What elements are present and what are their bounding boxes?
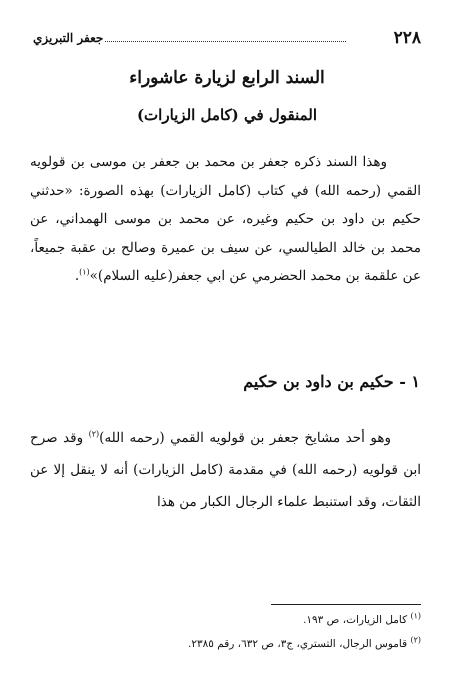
chapter-subtitle: المنقول في (كامل الزيارات) bbox=[136, 106, 318, 124]
page-header bbox=[33, 26, 421, 50]
footnote-marker: (٢) bbox=[410, 635, 421, 645]
footnote-text: قاموس الرجال، التستري، ج٣، ص ٦٣٢، رقم ٢٣٨٥. bbox=[188, 638, 408, 650]
section-paragraph bbox=[30, 422, 421, 518]
chapter-title: السند الرابع لزيارة عاشوراء bbox=[129, 68, 325, 88]
page-number: ٢٢٨ bbox=[393, 28, 421, 48]
footnote-reference: (١) bbox=[79, 267, 90, 277]
footnote-reference: (٢) bbox=[88, 429, 100, 439]
footnote-separator bbox=[271, 604, 421, 605]
section-text-continued: وقد صرح ابن قولويه (رحمه الله) في مقدمة (كامل الزيارات) أنه لا ينقل إلا عن الثقات، وقد استنبط علماء الرجال الكبار من هذا bbox=[30, 430, 421, 510]
paragraph-end: . bbox=[74, 268, 80, 284]
footnote-marker: (١) bbox=[410, 611, 421, 621]
footnote bbox=[188, 635, 421, 650]
footnote bbox=[303, 611, 421, 626]
body-paragraph bbox=[30, 148, 421, 291]
section-text-start: وهو أحد مشايخ جعفر بن قولويه القمي (رحمه الله) bbox=[99, 430, 391, 446]
footnote-text: كامل الزيارات، ص ١٩٣. bbox=[303, 614, 408, 626]
section-heading: ١ - حكيم بن داود بن حكيم bbox=[243, 372, 420, 391]
paragraph-text: وهذا السند ذكره جعفر بن محمد بن جعفر بن موسى بن قولويه القمي (رحمه الله) في كتاب (كامل الزيارات) بهذه الصورة: «حدثني حكيم بن داود بن حكيم وغيره، عن محمد بن موسى الهمداني، عن محمد بن خالد الطيالسي، عن سيف بن عميرة وصالح بن عقبة جميعاً، عن علقمة بن محمد الحضرمي عن ابي جعفر(عليه السلام)» bbox=[30, 154, 421, 284]
running-title: جعفر التبريزي bbox=[33, 31, 104, 45]
header-dotted-rule bbox=[105, 41, 346, 42]
